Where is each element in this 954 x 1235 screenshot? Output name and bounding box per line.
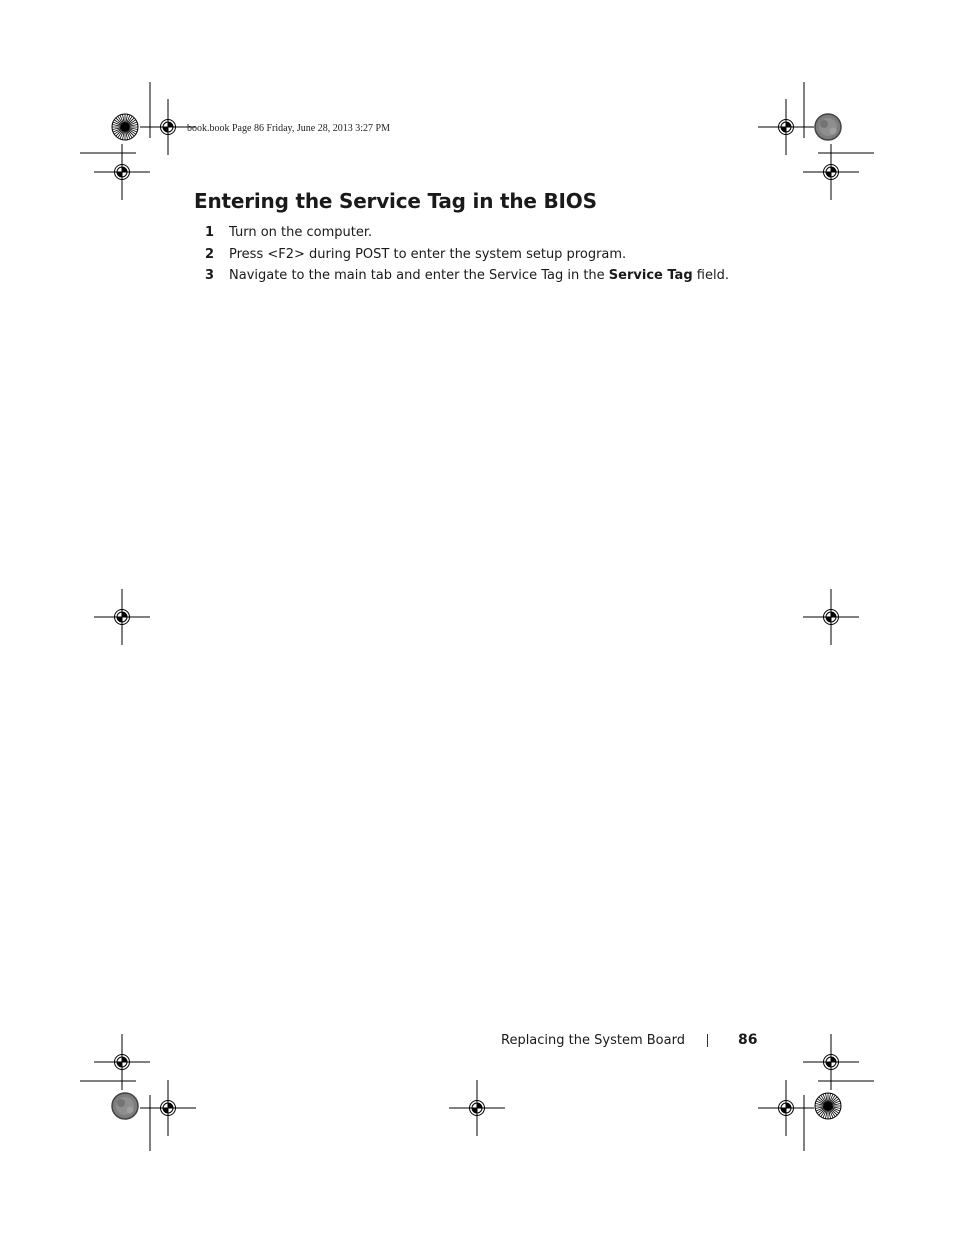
step-item	[194, 246, 814, 268]
step-text	[229, 267, 729, 285]
service-tag-field-name: Service Tag	[608, 268, 693, 283]
footer-separator	[707, 1034, 708, 1047]
step-number: 1	[204, 225, 214, 240]
step-text-before: Navigate to the main tab and enter the Service Tag in the	[229, 268, 609, 283]
step-text: Press <F2> during POST to enter the system setup program.	[229, 246, 627, 262]
page-number: 86	[738, 1032, 758, 1048]
step-item	[194, 224, 814, 246]
print-slug-line: book.book Page 86 Friday, June 28, 2013 3:27 PM	[187, 123, 390, 134]
step-text: Turn on the computer.	[229, 225, 373, 240]
footer-chapter-title: Replacing the System Board	[501, 1033, 685, 1048]
step-text-after: field.	[692, 268, 729, 283]
section-title: Entering the Service Tag in the BIOS	[194, 189, 597, 213]
step-number: 2	[204, 246, 214, 262]
step-number: 3	[204, 268, 214, 283]
steps-list	[194, 224, 814, 289]
step-item	[194, 267, 814, 289]
